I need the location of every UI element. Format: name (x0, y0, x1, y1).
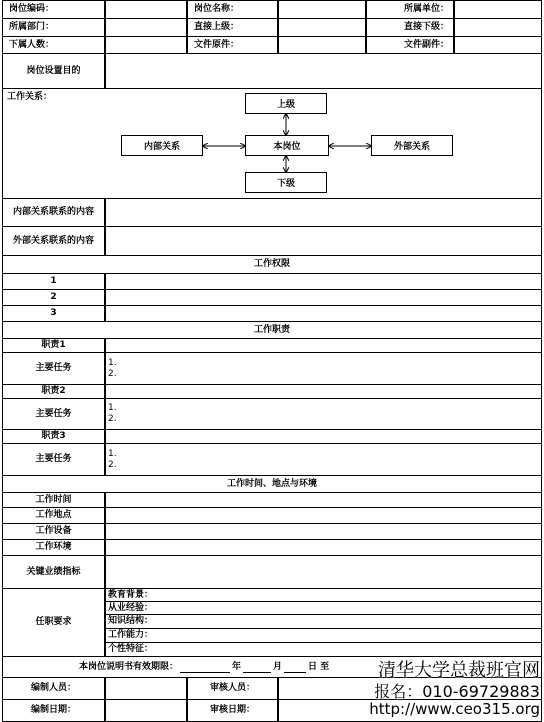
duty-task-line: 1. (108, 357, 117, 368)
duty-task-line: 1. (108, 403, 117, 413)
validity-year-blank[interactable] (180, 662, 230, 673)
requirement-education[interactable]: 教育背景： (105, 588, 542, 602)
validity-year: 年 (232, 661, 242, 672)
validity-month-blank[interactable] (243, 662, 271, 673)
authority-row-number: 3 (2, 305, 105, 322)
authority-row-value[interactable] (105, 273, 542, 290)
department-label: 所属部门： (2, 18, 105, 37)
requirements-label: 任职要求 (2, 588, 105, 657)
duty-task-lines[interactable] (105, 443, 542, 476)
watermark-phone: 报名：010-69729883 (374, 682, 540, 701)
kpi-value[interactable] (105, 555, 542, 589)
duty-task-line: 2. (108, 368, 117, 379)
authority-row-value[interactable] (105, 305, 542, 322)
environment-row-value[interactable] (105, 523, 542, 540)
subordinate-count-label: 下属人数： (2, 36, 105, 54)
review-date-label: 审核日期： (187, 699, 278, 722)
validity-month: 月 (273, 661, 283, 672)
affiliated-unit-label: 所属单位： (366, 0, 454, 19)
duty-task-line: 2. (108, 414, 117, 424)
authority-row-value[interactable] (105, 289, 542, 306)
authority-row-number: 1 (2, 273, 105, 290)
external-content-label: 外部关系联系的内容 (2, 226, 105, 256)
requirement-personality[interactable]: 个性特征： (105, 642, 542, 657)
subordinate-box: 下级 (245, 172, 327, 193)
external-box: 外部关系 (371, 135, 453, 156)
duty-task-label: 主要任务 (2, 352, 105, 385)
external-content-value[interactable] (105, 226, 542, 256)
duty-task-label: 主要任务 (2, 398, 105, 430)
validity-day: 日 至 (308, 661, 330, 672)
watermark-url: http://www.ceo315.org (369, 700, 540, 718)
validity-day-blank[interactable] (284, 662, 306, 673)
environment-row-value[interactable] (105, 492, 542, 508)
compile-date-value[interactable] (105, 699, 187, 722)
requirement-ability[interactable]: 工作能力： (105, 628, 542, 643)
internal-content-label: 内部关系联系的内容 (2, 198, 105, 227)
environment-row-label: 工作时间 (2, 492, 105, 508)
validity-prefix: 本岗位说明书有效期限： (79, 661, 179, 672)
environment-row-label: 工作地点 (2, 507, 105, 524)
compile-date-label: 编制日期： (2, 699, 105, 722)
kpi-label: 关键业绩指标 (2, 555, 105, 589)
file-original-label: 文件原件： (187, 36, 278, 54)
environment-row-label: 工作环境 (2, 539, 105, 556)
job-description-form (2, 0, 542, 722)
this-position-box: 本岗位 (245, 135, 329, 156)
duty-name: 职责1 (2, 338, 105, 353)
environment-row-value[interactable] (105, 539, 542, 556)
duty-name: 职责3 (2, 429, 105, 444)
duty-task-label: 主要任务 (2, 443, 105, 476)
internal-content-value[interactable] (105, 198, 542, 227)
reviewer-label: 审核人员： (187, 677, 278, 700)
duties-title: 工作职责 (2, 321, 542, 339)
requirement-knowledge[interactable]: 知识结构： (105, 614, 542, 629)
environment-row-label: 工作设备 (2, 523, 105, 540)
environment-row-value[interactable] (105, 507, 542, 524)
compiler-label: 编制人员： (2, 677, 105, 700)
environment-title: 工作时间、地点与环境 (2, 475, 542, 493)
duty-task-lines[interactable] (105, 398, 542, 430)
duty-task-lines[interactable] (105, 352, 542, 385)
duty-name: 职责2 (2, 384, 105, 399)
compiler-value[interactable] (105, 677, 187, 700)
file-copy-label: 文件副件： (366, 36, 454, 54)
direct-subordinate-label: 直接下级： (366, 18, 454, 37)
duty-task-line: 1. (108, 448, 117, 459)
authority-title: 工作权限 (2, 255, 542, 274)
direct-superior-label: 直接上级： (187, 18, 278, 37)
purpose-label: 岗位设置目的 (2, 53, 105, 89)
authority-row-number: 2 (2, 289, 105, 306)
duty-task-line: 2. (108, 459, 117, 470)
superior-box: 上级 (245, 93, 327, 114)
duty-name-value[interactable] (105, 338, 542, 353)
internal-box: 内部关系 (121, 135, 203, 156)
duty-name-value[interactable] (105, 384, 542, 399)
position-code-label: 岗位编码： (2, 0, 105, 19)
duty-name-value[interactable] (105, 429, 542, 444)
requirement-experience[interactable]: 从业经验： (105, 601, 542, 615)
position-name-label: 岗位名称： (187, 0, 278, 19)
work-relations-label: 工作关系： (7, 92, 53, 102)
watermark-title: 清华大学总裁班官网 (378, 660, 540, 681)
